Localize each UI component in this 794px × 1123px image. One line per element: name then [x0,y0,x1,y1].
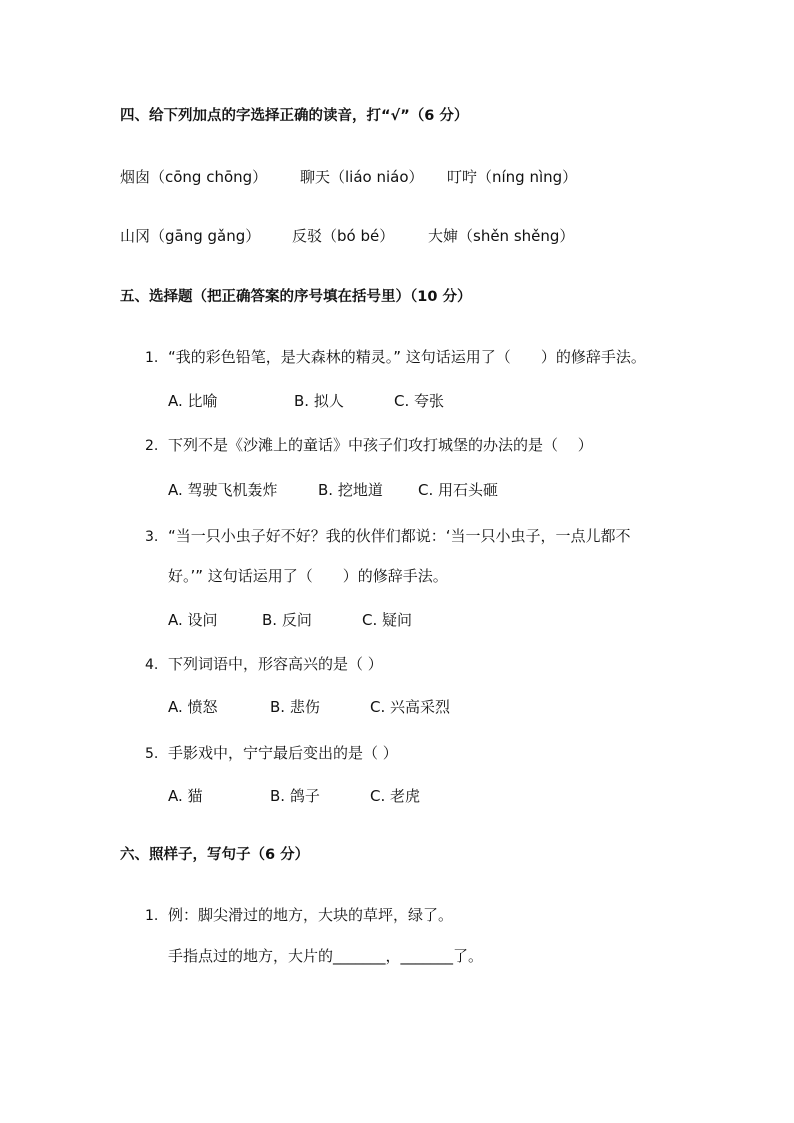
option-a: A. 驾驶飞机轰炸 [168,481,278,499]
pinyin-item-5: 反驳（bó bé） [292,227,395,245]
section-5-heading: 五、选择题（把正确答案的序号填在括号里）（10 分） [120,289,472,305]
question-number: 4. [145,657,159,673]
option-b: B. 悲伤 [270,698,320,716]
question-number: 5. [145,746,159,762]
question-number: 1. [145,908,159,924]
option-a: A. 比喻 [168,392,218,410]
option-b: B. 挖地道 [318,481,383,499]
pinyin-item-6: 大婶（shěn shěng） [428,227,575,245]
question-number: 3. [145,529,159,545]
option-c: C. 用石头砸 [418,481,499,499]
option-b: B. 反问 [262,611,312,629]
pinyin-item-4: 山冈（gāng gǎng） [120,227,261,245]
pinyin-item-1: 烟囱（cōng chōng） [120,168,268,186]
pinyin-item-3: 叮咛（níng nìng） [447,168,578,186]
option-b: B. 拟人 [294,392,344,410]
option-a: A. 愤怒 [168,698,218,716]
option-a: A. 猫 [168,787,203,805]
question-number: 1. [145,350,159,366]
example-sentence: 例：脚尖滑过的地方，大块的草坪，绿了。 [168,906,454,924]
option-a: A. 设问 [168,611,218,629]
pinyin-item-2: 聊天（liáo niáo） [300,168,424,186]
question-text: 手影戏中，宁宁最后变出的是（ ） [168,744,398,762]
question-text: “当一只小虫子好不好？我的伙伴们都说：‘当一只小虫子，一点儿都不 [168,527,631,545]
section-4-heading: 四、给下列加点的字选择正确的读音，打“√”（6 分） [120,108,469,124]
question-text: 下列词语中，形容高兴的是（ ） [168,655,383,673]
question-text: 下列不是《沙滩上的童话》中孩子们攻打城堡的办法的是（ ） [168,436,593,454]
fill-in-sentence[interactable]: 手指点过的地方，大片的_______，_______了。 [168,947,484,965]
option-c: C. 老虎 [370,787,421,805]
option-c: C. 疑问 [362,611,413,629]
option-c: C. 夸张 [394,392,445,410]
question-text: “我的彩色铅笔，是大森林的精灵。” 这句话运用了（ ）的修辞手法。 [168,348,646,366]
question-text-continued: 好。’” 这句话运用了（ ）的修辞手法。 [168,567,448,585]
option-b: B. 鸽子 [270,787,320,805]
section-6-heading: 六、照样子，写句子（6 分） [120,847,310,863]
option-c: C. 兴高采烈 [370,698,451,716]
question-number: 2. [145,438,159,454]
